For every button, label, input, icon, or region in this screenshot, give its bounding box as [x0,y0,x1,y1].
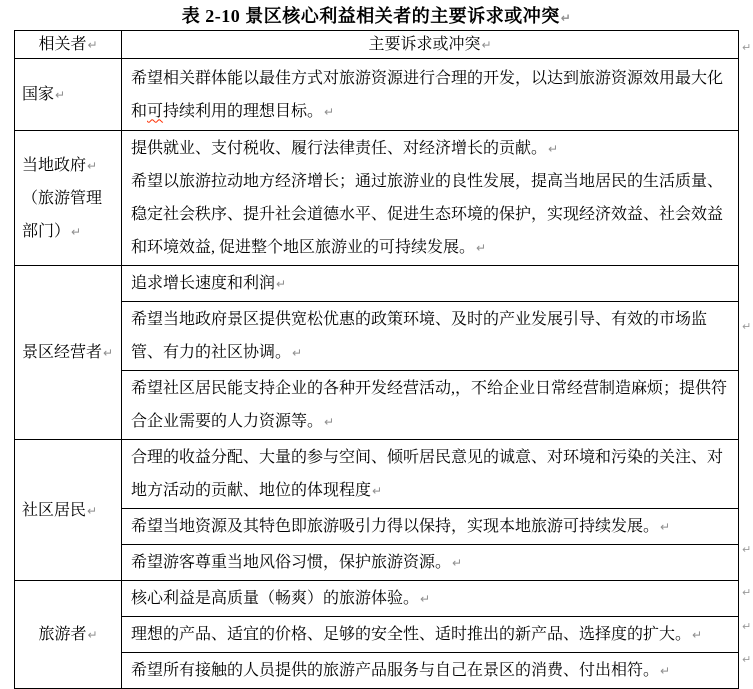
label-line [22,182,117,248]
label-text: 旅游者 [38,626,87,643]
header-text: 主要诉求或冲突 [368,35,481,53]
paragraph [131,165,732,264]
paragraph-mark-icon: ↵ [103,346,114,360]
row-end-mark-icon: ↵ [742,543,752,556]
table-row [15,266,739,302]
paragraph-mark-icon: ↵ [660,664,671,678]
header-cell-demands [122,31,739,59]
table-row [15,440,739,509]
cell-label-residents [15,440,122,581]
cell-demand-residents-3 [122,545,739,581]
cell-label-state [15,59,122,131]
row-end-mark-icon: ↵ [742,620,752,633]
paragraph-mark-icon: ↵ [560,11,572,25]
paragraph-mark-icon: ↵ [276,277,287,291]
paragraph-mark-icon: ↵ [420,592,431,606]
cell-demand-residents-2 [122,509,739,545]
spellcheck-underline-text: 可 [147,102,164,120]
paragraph-mark-icon: ↵ [660,520,671,534]
paragraph-mark-icon: ↵ [476,241,487,255]
paragraph-text: 核心利益是高质量（畅爽）的旅游体验。 [131,590,420,607]
paragraph-mark-icon: ↵ [292,346,303,360]
label-line [22,149,117,182]
paragraph-text: 理想的产品、适宜的价格、足够的安全性、适时推出的新产品、选择度的扩大。 [131,626,692,643]
paragraph-text: 追求增长速度和利润 [131,275,276,292]
cell-demand-tourists-1 [122,581,739,617]
paragraph [131,62,732,128]
cell-demand-residents-1 [122,440,739,509]
paragraph-mark-icon: ↵ [692,628,703,642]
paragraph-text: 希望当地资源及其特色即旅游吸引力得以保持，实现本地旅游可持续发展。 [131,518,660,535]
cell-demand-operators-1 [122,266,739,302]
table-row [15,617,739,653]
cell-demand-operators-3 [122,371,739,440]
row-end-mark-icon: ↵ [742,586,752,599]
paragraph-text: 提供就业、支付税收、履行法律责任、对经济增长的贡献。 [131,140,548,157]
row-end-mark-icon: ↵ [742,653,752,666]
cell-demand-local-government [122,131,739,266]
paragraph-text: 持续利用的理想目标。 [163,102,324,120]
paragraph-mark-icon: ↵ [55,88,66,102]
paragraph-mark-icon: ↵ [372,484,383,498]
paragraph-text: 希望所有接触的人员提供的旅游产品服务与自己在景区的消费、付出相符。 [131,662,660,679]
table-row [15,653,739,689]
paragraph-mark-icon: ↵ [87,158,98,173]
table-row [15,371,739,440]
paragraph-mark-icon: ↵ [71,224,82,239]
paragraph-text: 合理的收益分配、大量的参与空间、倾听居民意见的诚意、对环境和污染的关注、对地方活动的贡献、地位的体现程度 [131,449,724,499]
cell-demand-operators-2 [122,302,739,371]
paragraph-text: 希望相关群体能以最佳方式对旅游资源进行合理的开发，以达到旅游资源效用最大化和 [131,69,724,120]
header-cell-stakeholder [15,31,122,59]
row-end-mark-icon: ↵ [742,320,752,333]
stakeholder-table [14,30,739,689]
table-row [15,581,739,617]
cell-label-operators [15,266,122,440]
paragraph-mark-icon: ↵ [87,628,98,642]
paragraph-mark-icon: ↵ [87,37,98,52]
cell-label-local-government [15,131,122,266]
table-row [15,59,739,131]
label-text: 当地政府 [22,156,87,174]
table-caption [0,0,753,30]
paragraph-mark-icon: ↵ [324,104,335,119]
table-row [15,302,739,371]
table-row [15,31,739,59]
paragraph-text: 希望当地政府景区提供宽松优惠的政策环境、及时的产业发展引导、有效的市场监管、有力的社区协调。 [131,311,708,361]
paragraph-mark-icon: ↵ [548,142,559,156]
cell-demand-state [122,59,739,131]
paragraph-mark-icon: ↵ [481,37,492,52]
paragraph [131,132,732,165]
label-text: 国家 [22,86,55,103]
paragraph-text: 希望游客尊重当地风俗习惯，保护旅游资源。 [131,554,452,571]
row-end-mark-icon: ↵ [742,41,752,54]
header-text: 相关者 [38,35,87,53]
cell-demand-tourists-3 [122,653,739,689]
paragraph-text: 希望以旅游拉动地方经济增长；通过旅游业的良性发展，提高当地居民的生活质量、稳定社会秩序、提升社会道德水平、促进生态环境的保护，实现经济效益、社会效益和环境效益, 促进整个地区旅游业的可持续发展。 [131,173,724,256]
table-row [15,131,739,266]
cell-label-tourists [15,581,122,689]
table-caption-text: 表 2-10 景区核心利益相关者的主要诉求或冲突 [181,6,560,26]
label-text: 社区居民 [22,501,87,519]
table-row [15,545,739,581]
paragraph-mark-icon: ↵ [324,415,335,429]
table-row [15,509,739,545]
paragraph-mark-icon: ↵ [452,556,463,570]
label-text: 景区经营者 [22,344,103,361]
label-text: （旅游管理部门） [22,189,103,240]
cell-demand-tourists-2 [122,617,739,653]
paragraph-mark-icon: ↵ [87,503,98,518]
paragraph-text: 希望社区居民能支持企业的各种开发经营活动,，不给企业日常经营制造麻烦；提供符合企业需要的人力资源等。 [131,380,728,430]
